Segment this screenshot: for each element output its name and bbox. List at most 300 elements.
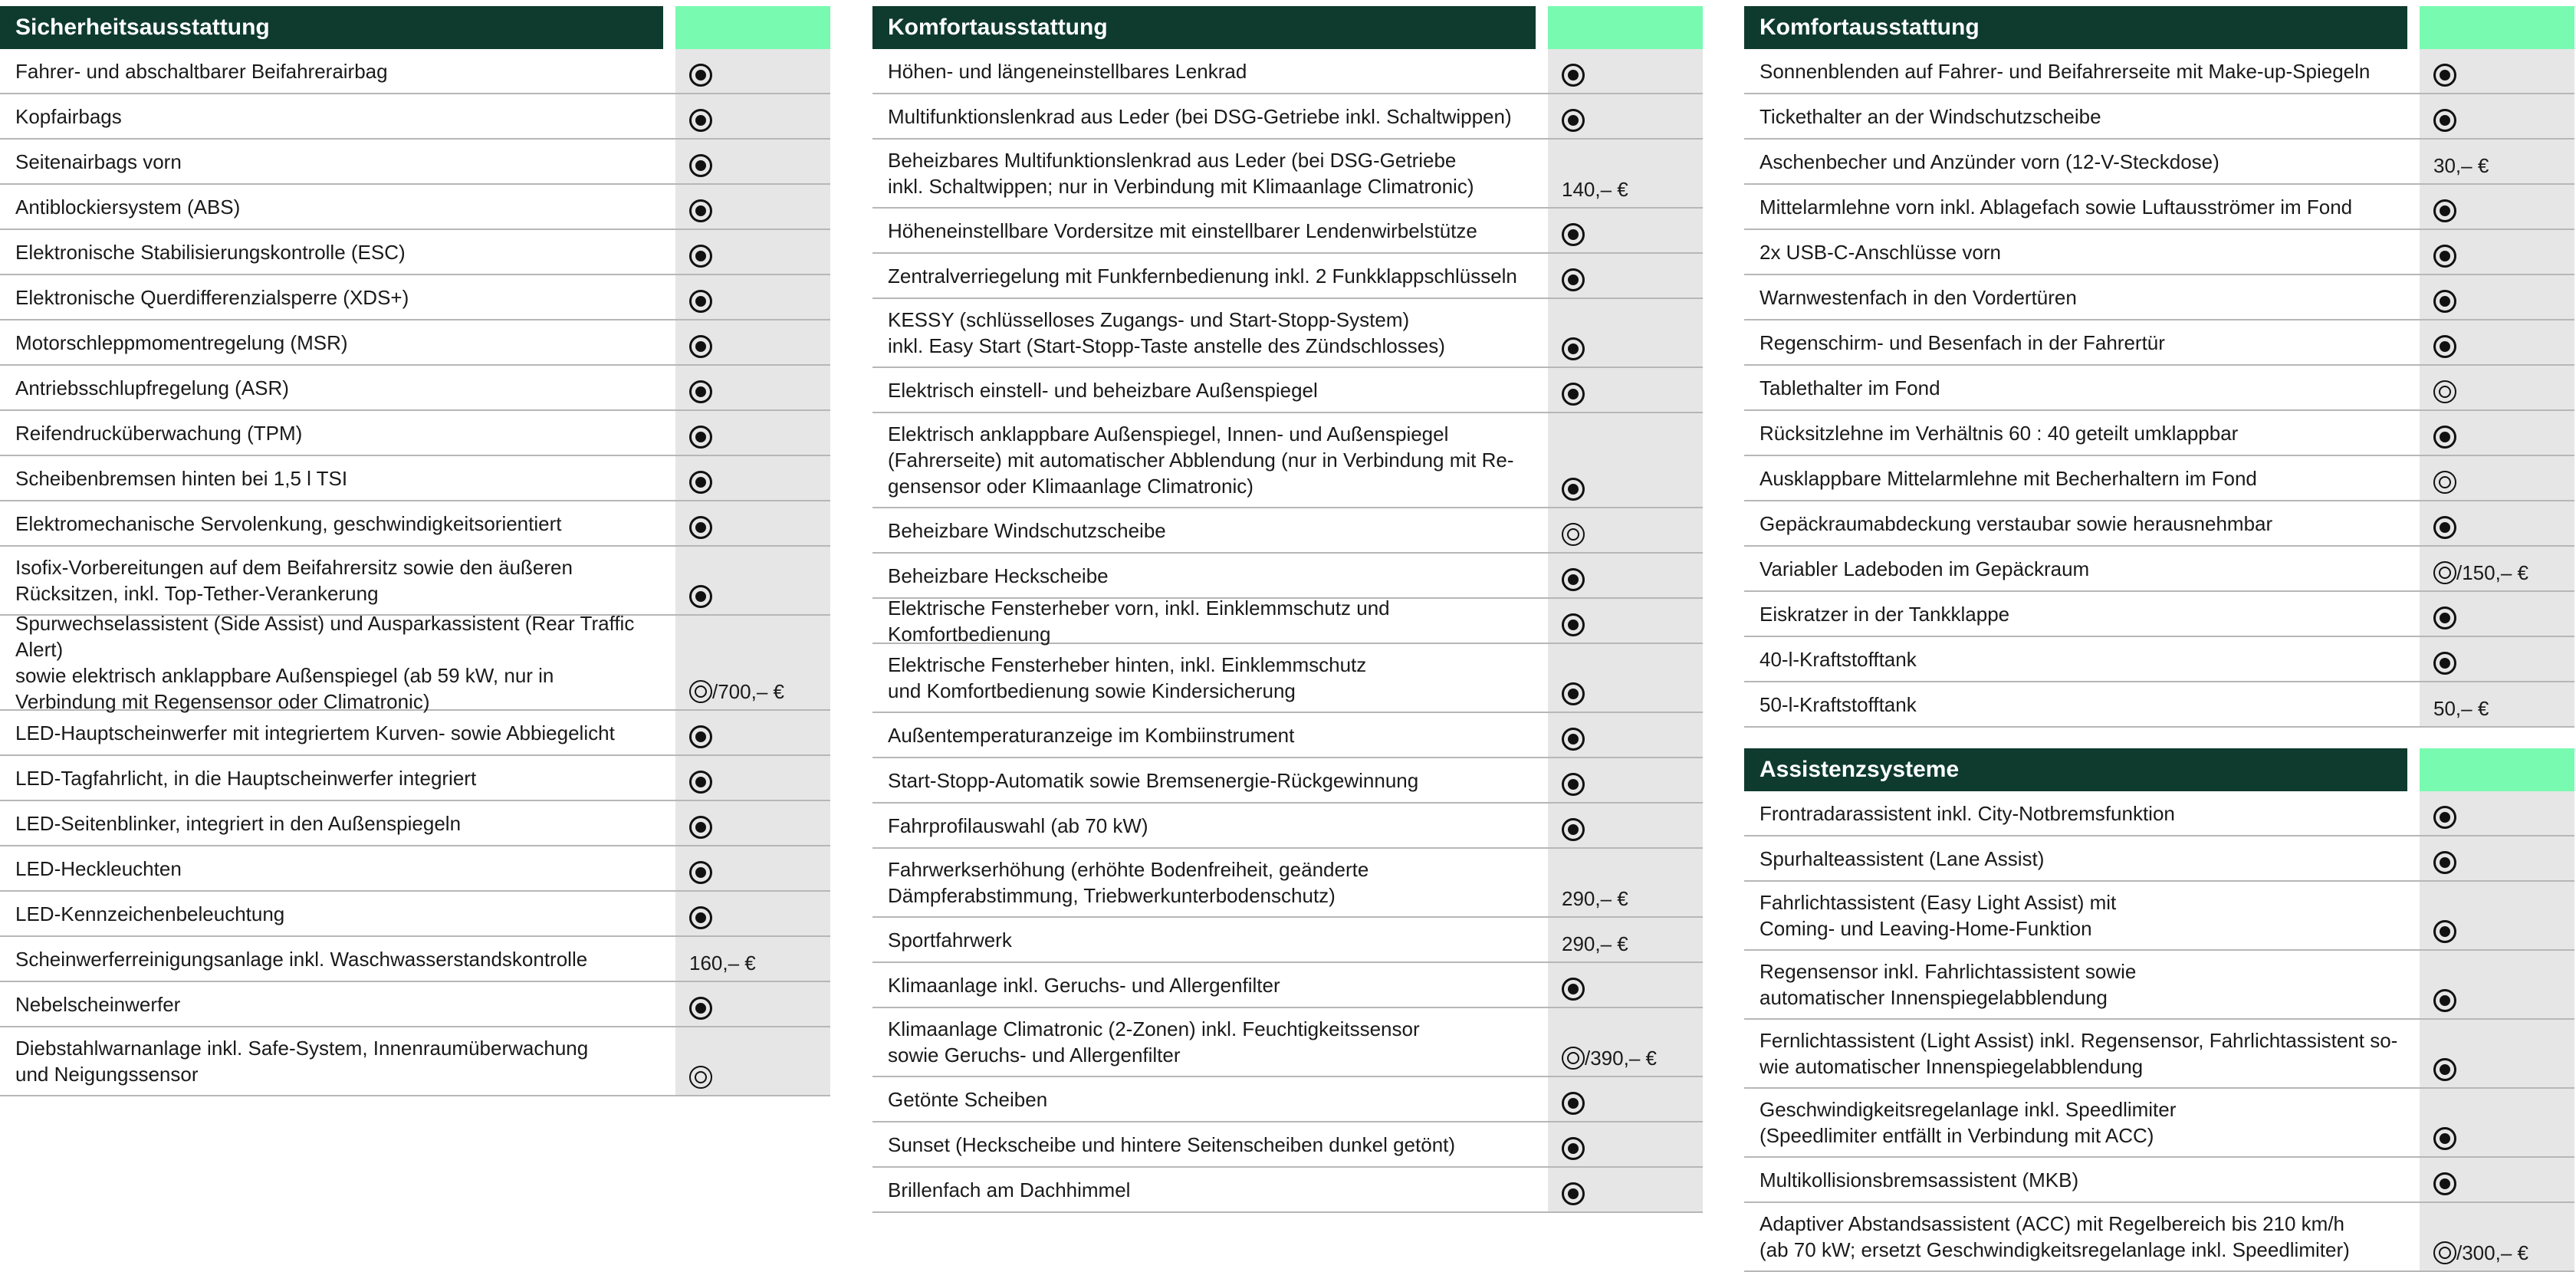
feature-label-line: Tablethalter im Fond <box>1760 376 1940 399</box>
table-row <box>1744 791 2574 836</box>
availability-cell <box>675 275 830 319</box>
feature-label <box>1744 1158 2420 1201</box>
feature-label-line: (ab 70 kW; ersetzt Geschwindigkeitsregelanlage inkl. Speedlimiter) <box>1760 1238 2350 1261</box>
feature-label-line: Brillenfach am Dachhimmel <box>888 1178 1131 1201</box>
feature-label-line: Sportfahrwerk <box>888 928 1012 952</box>
standard-equipment-icon <box>2433 1058 2456 1081</box>
feature-label-line: gensensor oder Klimaanlage Climatronic) <box>888 475 1254 498</box>
section-header-marker <box>2420 6 2574 49</box>
feature-label-line: Ausklappbare Mittelarmlehne mit Becherhaltern im Fond <box>1760 466 2257 490</box>
standard-equipment-icon <box>689 64 712 87</box>
table-row <box>0 937 830 982</box>
availability-cell <box>1548 918 1703 961</box>
feature-label-line: Spurwechselassistent (Side Assist) und Ausparkassistent (Rear Traffic Alert) <box>15 612 635 661</box>
table-row <box>872 254 1703 299</box>
availability-cell <box>2420 1158 2574 1201</box>
feature-label-line: Frontradarassistent inkl. City-Notbremsfunktion <box>1760 801 2175 825</box>
feature-label-line: Rücksitzen, inkl. Top-Tether-Verankerung <box>15 582 379 605</box>
table-row <box>1744 230 2574 275</box>
table-row <box>0 501 830 547</box>
feature-label <box>872 254 1548 297</box>
availability-cell <box>675 846 830 890</box>
price-text: 290,– € <box>1562 932 1628 955</box>
section-assistenz <box>1744 748 2574 1272</box>
feature-label-line: Elektrische Fensterheber vorn, inkl. Einklemmschutz und Komfortbedienung <box>888 596 1390 646</box>
feature-label <box>0 275 675 319</box>
standard-equipment-icon <box>1562 109 1585 132</box>
feature-label-line: Klimaanlage Climatronic (2-Zonen) inkl. Feuchtigkeitssensor <box>888 1017 1420 1040</box>
feature-label <box>1744 501 2420 545</box>
feature-label <box>0 801 675 845</box>
feature-label <box>872 413 1548 507</box>
feature-label <box>0 456 675 500</box>
table-row <box>0 94 830 140</box>
feature-label-line: Adaptiver Abstandsassistent (ACC) mit Regelbereich bis 210 km/h <box>1760 1212 2345 1235</box>
feature-label-line: Höhen- und längeneinstellbares Lenkrad <box>888 59 1247 83</box>
standard-equipment-icon <box>2433 335 2456 358</box>
availability-cell <box>2420 682 2574 726</box>
feature-label-line: LED-Hauptscheinwerfer mit integriertem Kurven- sowie Abbiegelicht <box>15 721 615 744</box>
table-row <box>872 209 1703 254</box>
price-text: /300,– € <box>2456 1241 2528 1264</box>
feature-label-line: Regenschirm- und Besenfach in der Fahrertür <box>1760 330 2165 354</box>
standard-equipment-icon <box>2433 851 2456 874</box>
availability-cell <box>1548 299 1703 366</box>
feature-label-line: Fernlichtassistent (Light Assist) inkl. Regensensor, Fahrlichtassistent so- <box>1760 1029 2398 1052</box>
table-row <box>0 846 830 892</box>
standard-equipment-icon <box>1562 773 1585 796</box>
table-row <box>0 320 830 366</box>
feature-label <box>0 230 675 274</box>
section-komfort-2 <box>1744 6 2574 728</box>
availability-cell <box>2420 547 2574 590</box>
table-row <box>1744 951 2574 1020</box>
table-row <box>1744 1158 2574 1203</box>
table-row <box>872 508 1703 554</box>
feature-label <box>0 94 675 138</box>
feature-label <box>872 849 1548 916</box>
table-row <box>0 230 830 275</box>
feature-label-line: Fahrer- und abschaltbarer Beifahrerairbag <box>15 59 388 83</box>
standard-equipment-icon <box>1562 383 1585 406</box>
feature-label-line: Tickethalter an der Windschutzscheibe <box>1760 104 2101 128</box>
standard-equipment-icon <box>689 997 712 1020</box>
optional-equipment-icon <box>2433 561 2456 584</box>
table-row <box>0 366 830 411</box>
feature-label <box>1744 94 2420 138</box>
section-title: Sicherheitsausstattung <box>0 6 663 49</box>
feature-label <box>0 892 675 935</box>
table-row <box>872 1122 1703 1168</box>
standard-equipment-icon <box>689 771 712 794</box>
availability-cell <box>1548 713 1703 757</box>
availability-cell <box>675 892 830 935</box>
availability-cell <box>675 320 830 364</box>
standard-equipment-icon <box>1562 568 1585 591</box>
availability-cell <box>2420 456 2574 500</box>
section-header-marker <box>2420 748 2574 791</box>
table-row <box>872 804 1703 849</box>
feature-label-line: Elektronische Stabilisierungskontrolle (ESC) <box>15 240 406 264</box>
table-row <box>1744 1203 2574 1272</box>
feature-label-line: Nebelscheinwerfer <box>15 992 181 1016</box>
price-text: 290,– € <box>1562 887 1628 910</box>
availability-cell <box>1548 1008 1703 1076</box>
price-text: /390,– € <box>1585 1047 1657 1070</box>
feature-label-line: Multifunktionslenkrad aus Leder (bei DSG-Getriebe inkl. Schaltwippen) <box>888 104 1512 128</box>
standard-equipment-icon <box>689 471 712 494</box>
table-row <box>872 49 1703 94</box>
feature-label <box>1744 456 2420 500</box>
feature-label-line: Elektronische Querdifferenzialsperre (XDS+) <box>15 285 409 309</box>
standard-equipment-icon <box>689 245 712 268</box>
availability-cell <box>1548 849 1703 916</box>
section-header <box>1744 6 2574 49</box>
availability-cell <box>2420 791 2574 835</box>
availability-cell <box>675 140 830 183</box>
feature-label-line: Elektrisch anklappbare Außenspiegel, Innen- und Außenspiegel <box>888 422 1449 445</box>
feature-label <box>0 411 675 455</box>
standard-equipment-icon <box>1562 1137 1585 1160</box>
feature-label-line: LED-Kennzeichenbeleuchtung <box>15 902 285 925</box>
feature-label-line: Zentralverriegelung mit Funkfernbedienung inkl. 2 Funkklappschlüsseln <box>888 264 1517 288</box>
table-row <box>872 1008 1703 1077</box>
table-row <box>0 756 830 801</box>
optional-equipment-icon <box>2433 380 2456 403</box>
feature-label-line: automatischer Innenspiegelabblendung <box>1760 986 2108 1009</box>
feature-label-line: LED-Seitenblinker, integriert in den Außenspiegeln <box>15 811 462 835</box>
standard-equipment-icon <box>1562 64 1585 87</box>
standard-equipment-icon <box>689 154 712 177</box>
feature-label-line: 2x USB-C-Anschlüsse vorn <box>1760 240 2001 264</box>
feature-label <box>1744 1020 2420 1087</box>
feature-label-line: Geschwindigkeitsregelanlage inkl. Speedlimiter <box>1760 1098 2177 1121</box>
table-row <box>872 1077 1703 1122</box>
feature-label <box>0 1027 675 1095</box>
availability-cell <box>2420 637 2574 681</box>
availability-cell <box>675 616 830 709</box>
standard-equipment-icon <box>689 380 712 403</box>
feature-label-line: Warnwestenfach in den Vordertüren <box>1760 285 2077 309</box>
section-header <box>872 6 1703 49</box>
availability-cell <box>1548 963 1703 1007</box>
standard-equipment-icon <box>689 816 712 839</box>
standard-equipment-icon <box>2433 606 2456 629</box>
availability-cell <box>2420 836 2574 880</box>
feature-label-line: Antriebsschlupfregelung (ASR) <box>15 376 289 399</box>
feature-label <box>1744 1089 2420 1156</box>
availability-cell <box>2420 882 2574 949</box>
feature-label-line: Scheibenbremsen hinten bei 1,5 l TSI <box>15 466 348 490</box>
feature-label <box>872 554 1548 597</box>
availability-cell <box>1548 140 1703 207</box>
availability-cell <box>675 49 830 93</box>
feature-label-line: sowie Geruchs- und Allergenfilter <box>888 1044 1181 1067</box>
feature-label-line: und Komfortbedienung sowie Kindersicherung <box>888 679 1296 702</box>
table-row <box>872 554 1703 599</box>
availability-cell <box>1548 1077 1703 1121</box>
table-row <box>0 982 830 1027</box>
availability-cell <box>675 756 830 800</box>
price-text: /150,– € <box>2456 561 2528 584</box>
standard-equipment-icon <box>689 725 712 748</box>
table-row <box>1744 1089 2574 1158</box>
standard-equipment-icon <box>2433 806 2456 829</box>
feature-label <box>1744 882 2420 949</box>
feature-label <box>872 299 1548 366</box>
price-text: 30,– € <box>2433 154 2489 177</box>
feature-label-line: LED-Heckleuchten <box>15 856 182 880</box>
availability-cell <box>675 94 830 138</box>
feature-label-line: Multikollisionsbremsassistent (MKB) <box>1760 1168 2079 1191</box>
table-row <box>872 413 1703 508</box>
feature-label <box>872 94 1548 138</box>
standard-equipment-icon <box>689 199 712 222</box>
table-row <box>0 801 830 846</box>
feature-label-line: Isofix-Vorbereitungen auf dem Beifahrersitz sowie den äußeren <box>15 556 573 579</box>
feature-label <box>872 918 1548 961</box>
availability-cell <box>675 230 830 274</box>
feature-label-line: LED-Tagfahrlicht, in die Hauptscheinwerfer integriert <box>15 766 477 790</box>
availability-cell <box>675 801 830 845</box>
table-row <box>872 299 1703 368</box>
table-row <box>872 596 1703 646</box>
availability-cell <box>2420 951 2574 1018</box>
feature-label-line: Gepäckraumabdeckung verstaubar sowie herausnehmbar <box>1760 511 2273 535</box>
standard-equipment-icon <box>2433 426 2456 449</box>
feature-label-line: Scheinwerferreinigungsanlage inkl. Waschwasserstandskontrolle <box>15 947 588 971</box>
price-text: /700,– € <box>712 680 784 703</box>
feature-label <box>872 368 1548 412</box>
table-row <box>1744 49 2574 94</box>
feature-label-line: 40-l-Kraftstofftank <box>1760 647 1917 671</box>
availability-cell <box>2420 230 2574 274</box>
feature-label <box>872 804 1548 847</box>
standard-equipment-icon <box>689 861 712 884</box>
section-header-marker <box>675 6 830 49</box>
availability-cell <box>1548 804 1703 847</box>
standard-equipment-icon <box>689 426 712 449</box>
availability-cell <box>1548 599 1703 643</box>
table-row <box>872 918 1703 963</box>
feature-label <box>872 140 1548 207</box>
feature-label <box>0 982 675 1026</box>
availability-cell <box>2420 49 2574 93</box>
feature-label <box>1744 230 2420 274</box>
table-row <box>872 849 1703 918</box>
standard-equipment-icon <box>1562 818 1585 841</box>
feature-label-line: Variabler Ladeboden im Gepäckraum <box>1760 557 2090 580</box>
feature-label-line: Kopfairbags <box>15 104 122 128</box>
feature-label <box>1744 49 2420 93</box>
standard-equipment-icon <box>689 335 712 358</box>
feature-label-line: Rücksitzlehne im Verhältnis 60 : 40 geteilt umklappbar <box>1760 421 2239 445</box>
feature-label <box>872 1168 1548 1211</box>
table-row <box>1744 637 2574 682</box>
feature-label <box>1744 185 2420 228</box>
feature-label <box>0 501 675 545</box>
feature-label-line: und Neigungssensor <box>15 1063 199 1086</box>
availability-cell <box>2420 1089 2574 1156</box>
availability-cell <box>1548 209 1703 252</box>
feature-label-line: KESSY (schlüsselloses Zugangs- und Start-Stopp-System) <box>888 308 1410 331</box>
standard-equipment-icon <box>689 109 712 132</box>
feature-label <box>1744 411 2420 455</box>
section-title: Komfortausstattung <box>1744 6 2407 49</box>
feature-label-line: Klimaanlage inkl. Geruchs- und Allergenfilter <box>888 973 1280 997</box>
feature-label-line: Verbindung mit Regensensor oder Climatronic) <box>15 690 430 713</box>
table-row <box>1744 592 2574 637</box>
feature-label-line: Antiblockiersystem (ABS) <box>15 195 241 219</box>
feature-label <box>1744 1203 2420 1270</box>
feature-label-line: Elektrische Fensterheber hinten, inkl. Einklemmschutz <box>888 653 1367 676</box>
feature-label <box>872 209 1548 252</box>
feature-label-line: Motorschleppmomentregelung (MSR) <box>15 330 348 354</box>
availability-cell <box>2420 411 2574 455</box>
feature-label-line: Sunset (Heckscheibe und hintere Seitenscheiben dunkel getönt) <box>888 1132 1456 1156</box>
feature-label <box>1744 592 2420 636</box>
feature-label <box>1744 791 2420 835</box>
table-row <box>1744 1020 2574 1089</box>
availability-cell <box>2420 1203 2574 1270</box>
availability-cell <box>675 501 830 545</box>
feature-label-line: inkl. Schaltwippen; nur in Verbindung mit Klimaanlage Climatronic) <box>888 175 1474 198</box>
feature-label-line: Seitenairbags vorn <box>15 150 182 173</box>
feature-label <box>872 1008 1548 1076</box>
feature-label <box>872 1122 1548 1166</box>
standard-equipment-icon <box>2433 199 2456 222</box>
feature-label <box>872 758 1548 802</box>
feature-label <box>872 963 1548 1007</box>
table-row <box>0 547 830 616</box>
standard-equipment-icon <box>2433 920 2456 943</box>
table-row <box>1744 140 2574 185</box>
table-row <box>1744 366 2574 411</box>
feature-label-line: Fahrlichtassistent (Easy Light Assist) mit <box>1760 891 2117 914</box>
section-sicherheit <box>0 6 830 1096</box>
standard-equipment-icon <box>689 906 712 929</box>
feature-label-line: Dämpferabstimmung, Triebwerkunterbodenschutz) <box>888 884 1336 907</box>
table-row <box>0 185 830 230</box>
feature-label <box>0 711 675 754</box>
table-row <box>1744 501 2574 547</box>
availability-cell <box>2420 592 2574 636</box>
section-komfort-1 <box>872 6 1703 1213</box>
table-row <box>0 612 830 713</box>
feature-label-line: Aschenbecher und Anzünder vorn (12-V-Steckdose) <box>1760 150 2220 173</box>
feature-label <box>872 1077 1548 1121</box>
feature-label-line: Fahrwerkserhöhung (erhöhte Bodenfreiheit, geänderte <box>888 858 1369 881</box>
feature-label-line: Reifendrucküberwachung (TPM) <box>15 421 303 445</box>
feature-label <box>0 140 675 183</box>
availability-cell <box>1548 413 1703 507</box>
availability-cell <box>2420 1020 2574 1087</box>
standard-equipment-icon <box>1562 682 1585 705</box>
availability-cell <box>1548 94 1703 138</box>
feature-label-line: Start-Stopp-Automatik sowie Bremsenergie-Rückgewinnung <box>888 768 1419 792</box>
feature-label <box>872 644 1548 712</box>
table-row <box>0 711 830 756</box>
feature-label-line: Sonnenblenden auf Fahrer- und Beifahrerseite mit Make-up-Spiegeln <box>1760 59 2371 83</box>
feature-label <box>872 596 1548 646</box>
optional-equipment-icon <box>1562 523 1585 546</box>
table-row <box>1744 882 2574 951</box>
availability-cell <box>675 411 830 455</box>
table-row <box>1744 682 2574 728</box>
table-row <box>1744 836 2574 882</box>
table-row <box>0 49 830 94</box>
standard-equipment-icon <box>2433 64 2456 87</box>
standard-equipment-icon <box>2433 290 2456 313</box>
table-row <box>872 1168 1703 1213</box>
section-title: Assistenzsysteme <box>1744 748 2407 791</box>
availability-cell <box>1548 758 1703 802</box>
table-row <box>1744 547 2574 592</box>
availability-cell <box>675 982 830 1026</box>
feature-label-line: Coming- und Leaving-Home-Funktion <box>1760 917 2092 940</box>
table-row <box>0 1027 830 1096</box>
availability-cell <box>675 185 830 228</box>
feature-label-line: Mittelarmlehne vorn inkl. Ablagefach sowie Luftausströmer im Fond <box>1760 195 2353 219</box>
feature-label-line: Beheizbare Windschutzscheibe <box>888 518 1166 542</box>
table-row <box>872 963 1703 1008</box>
feature-label-line: Elektrisch einstell- und beheizbare Außenspiegel <box>888 378 1318 402</box>
section-header-marker <box>1548 6 1703 49</box>
availability-cell <box>2420 366 2574 409</box>
feature-label-line: (Speedlimiter entfällt in Verbindung mit ACC) <box>1760 1124 2154 1147</box>
table-row <box>0 411 830 456</box>
feature-label <box>0 320 675 364</box>
availability-cell <box>2420 185 2574 228</box>
feature-label <box>0 756 675 800</box>
optional-equipment-icon <box>689 1066 712 1089</box>
table-row <box>0 140 830 185</box>
table-row <box>1744 320 2574 366</box>
standard-equipment-icon <box>1562 728 1585 751</box>
table-row <box>1744 411 2574 456</box>
feature-label <box>0 49 675 93</box>
standard-equipment-icon <box>2433 516 2456 539</box>
feature-label <box>0 185 675 228</box>
table-row <box>872 644 1703 713</box>
availability-cell <box>1548 1122 1703 1166</box>
standard-equipment-icon <box>2433 989 2456 1012</box>
table-row <box>0 456 830 501</box>
feature-label-line: Diebstahlwarnanlage inkl. Safe-System, Innenraumüberwachung <box>15 1037 589 1060</box>
availability-cell <box>1548 49 1703 93</box>
standard-equipment-icon <box>2433 245 2456 268</box>
feature-label <box>872 49 1548 93</box>
price-text: 50,– € <box>2433 697 2489 720</box>
feature-label-line: 50-l-Kraftstofftank <box>1760 692 1917 716</box>
standard-equipment-icon <box>1562 478 1585 501</box>
availability-cell <box>675 937 830 981</box>
table-row <box>872 368 1703 413</box>
feature-label-line: sowie elektrisch anklappbare Außenspiegel (ab 59 kW, nur in <box>15 664 554 687</box>
feature-label <box>1744 637 2420 681</box>
standard-equipment-icon <box>2433 652 2456 675</box>
availability-cell <box>1548 644 1703 712</box>
feature-label-line: Regensensor inkl. Fahrlichtassistent sowie <box>1760 960 2137 983</box>
optional-equipment-icon <box>2433 1241 2456 1264</box>
feature-label-line: Eiskratzer in der Tankklappe <box>1760 602 2010 626</box>
feature-label-line: Getönte Scheiben <box>888 1087 1048 1111</box>
table-row <box>872 140 1703 209</box>
feature-label-line: (Fahrerseite) mit automatischer Abblendung (nur in Verbindung mit Re- <box>888 449 1514 472</box>
feature-label-line: Beheizbares Multifunktionslenkrad aus Leder (bei DSG-Getriebe <box>888 149 1457 172</box>
table-row <box>1744 456 2574 501</box>
optional-equipment-icon <box>2433 471 2456 494</box>
